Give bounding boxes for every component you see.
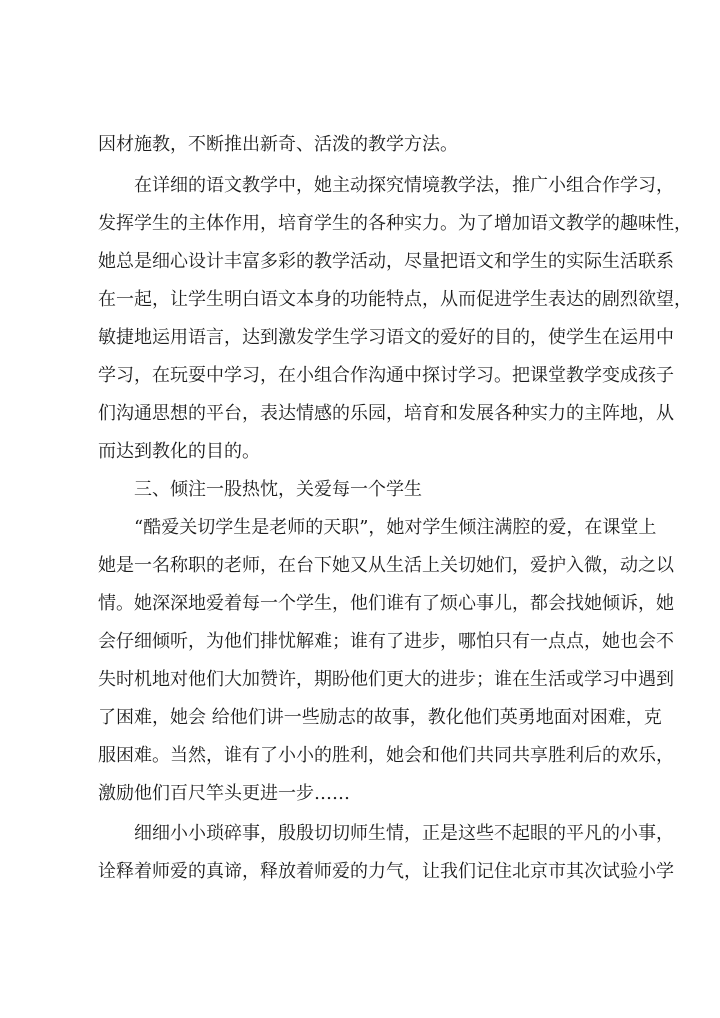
text-line: 学习，在玩耍中学习，在小组合作沟通中探讨学习。把课堂教学变成孩子 bbox=[98, 365, 674, 386]
text-line: 她是一名称职的老师，在台下她又从生活上关切她们，爱护入微，动之以 bbox=[98, 555, 674, 576]
paragraph-start-line: “酷爱关切学生是老师的天职”，她对学生倾注满腔的爱，在课堂上 bbox=[134, 517, 657, 538]
text-line: 因材施教，不断推出新奇、活泼的教学方法。 bbox=[98, 134, 458, 155]
text-line: 们沟通思想的平台，表达情感的乐园，培育和发展各种实力的主阵地，从 bbox=[98, 403, 674, 424]
text-line: 了困难，她会 给他们讲一些励志的故事，教化他们英勇地面对困难，克 bbox=[98, 707, 662, 728]
text-line: 诠释着师爱的真谛，释放着师爱的力气，让我们记住北京市其次试验小学 bbox=[98, 861, 674, 882]
text-line: 情。她深深地爱着每一个学生，他们谁有了烦心事儿，都会找她倾诉，她 bbox=[98, 593, 674, 614]
text-line: 她总是细心设计丰富多彩的教学活动，尽量把语文和学生的实际生活联系 bbox=[98, 251, 674, 272]
paragraph-start-line: 细细小小琐碎事，殷殷切切师生情，正是这些不起眼的平凡的小事， bbox=[134, 823, 674, 844]
text-line: 会仔细倾听，为他们排忧解难；谁有了进步，哪怕只有一点点，她也会不 bbox=[98, 631, 674, 652]
text-line: 服困难。当然，谁有了小小的胜利，她会和他们共同共享胜利后的欢乐， bbox=[98, 745, 674, 766]
text-line: 激励他们百尺竿头更进一步…… bbox=[98, 783, 350, 804]
text-line: 在一起，让学生明白语文本身的功能特点，从而促进学生表达的剧烈欲望， bbox=[98, 289, 692, 310]
section-heading: 三、倾注一股热忱，关爱每一个学生 bbox=[134, 479, 422, 500]
text-line: 发挥学生的主体作用，培育学生的各种实力。为了增加语文教学的趣味性， bbox=[98, 213, 692, 234]
text-line: 失时机地对他们大加赞许，期盼他们更大的进步；谁在生活或学习中遇到 bbox=[98, 669, 674, 690]
text-line: 敏捷地运用语言，达到激发学生学习语文的爱好的目的，使学生在运用中 bbox=[98, 327, 674, 348]
text-line: 而达到教化的目的。 bbox=[98, 441, 260, 462]
paragraph-start-line: 在详细的语文教学中，她主动探究情境教学法，推广小组合作学习， bbox=[134, 175, 674, 196]
